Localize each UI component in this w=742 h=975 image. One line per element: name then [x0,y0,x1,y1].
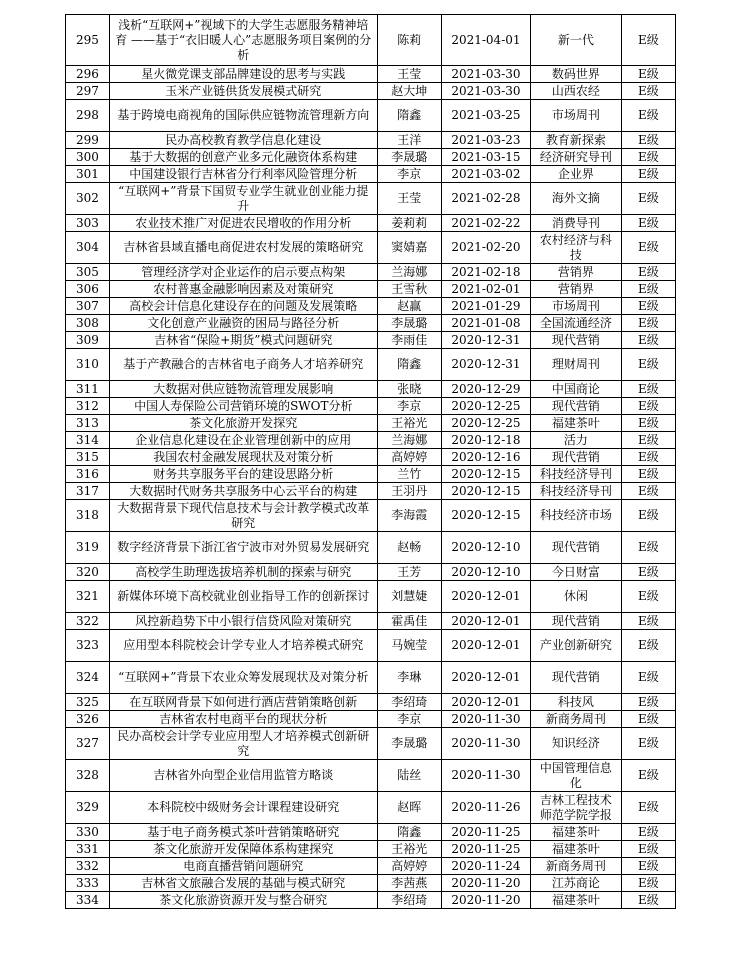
author-cell: 高婷婷 [377,449,441,466]
table-row [66,728,676,760]
paper-title-cell: 基于产教融合的吉林省电子商务人才培养研究 [109,349,377,381]
serial-number-cell: 310 [66,349,110,381]
table-row [66,466,676,483]
author-cell: 隋鑫 [377,100,441,132]
table-row [66,892,676,909]
table-row [66,694,676,711]
serial-number-cell: 297 [66,83,110,100]
publish-date-cell: 2020-12-01 [441,581,530,613]
table-row [66,132,676,149]
table-row [66,858,676,875]
publish-date-cell: 2021-03-30 [441,66,530,83]
grade-cell: E级 [621,760,675,792]
author-cell: 赵畅 [377,532,441,564]
publish-date-cell: 2020-11-20 [441,875,530,892]
journal-cell: 休闲 [530,581,621,613]
paper-title-cell: 文化创意产业融资的困局与路径分析 [109,315,377,332]
journal-cell: 新商务周刊 [530,858,621,875]
publish-date-cell: 2021-03-15 [441,149,530,166]
serial-number-cell: 331 [66,841,110,858]
paper-title-cell: 大数据对供应链物流管理发展影响 [109,381,377,398]
serial-number-cell: 308 [66,315,110,332]
serial-number-cell: 311 [66,381,110,398]
serial-number-cell: 323 [66,630,110,662]
author-cell: 兰海娜 [377,264,441,281]
serial-number-cell: 319 [66,532,110,564]
journal-cell: 现代营销 [530,613,621,630]
publish-date-cell: 2021-03-02 [441,166,530,183]
author-cell: 赵赢 [377,298,441,315]
paper-title-cell: 星火微党课支部品牌建设的思考与实践 [109,66,377,83]
publish-date-cell: 2020-11-25 [441,824,530,841]
grade-cell: E级 [621,662,675,694]
grade-cell: E级 [621,298,675,315]
paper-title-cell: 茶文化旅游资源开发与整合研究 [109,892,377,909]
journal-cell: 科技经济导刊 [530,466,621,483]
table-row [66,532,676,564]
table-row [66,149,676,166]
journal-cell: 企业界 [530,166,621,183]
author-cell: 隋鑫 [377,824,441,841]
journal-cell: 产业创新研究 [530,630,621,662]
grade-cell: E级 [621,581,675,613]
paper-title-cell: 基于大数据的创意产业多元化融资体系构建 [109,149,377,166]
publish-date-cell: 2020-11-25 [441,841,530,858]
serial-number-cell: 295 [66,15,110,66]
paper-title-cell: 浅析“互联网+”视域下的大学生志愿服务精神培育 ——基于“衣旧暖人心”志愿服务项目案例的分析 [109,15,377,66]
paper-title-cell: 茶文化旅游开发保障体系构建探究 [109,841,377,858]
publish-date-cell: 2020-12-10 [441,564,530,581]
serial-number-cell: 296 [66,66,110,83]
paper-title-cell: 应用型本科院校会计学专业人才培养模式研究 [109,630,377,662]
author-cell: 李晟璐 [377,149,441,166]
serial-number-cell: 329 [66,792,110,824]
serial-number-cell: 332 [66,858,110,875]
paper-title-cell: 大数据时代财务共享服务中心云平台的构建 [109,483,377,500]
publish-date-cell: 2020-12-01 [441,662,530,694]
journal-cell: 市场周刊 [530,100,621,132]
serial-number-cell: 327 [66,728,110,760]
paper-title-cell: 财务共享服务平台的建设思路分析 [109,466,377,483]
journal-cell: 中国管理信息化 [530,760,621,792]
serial-number-cell: 309 [66,332,110,349]
paper-list-table [65,14,676,909]
grade-cell: E级 [621,792,675,824]
serial-number-cell: 318 [66,500,110,532]
serial-number-cell: 299 [66,132,110,149]
author-cell: 兰海娜 [377,432,441,449]
publish-date-cell: 2021-02-28 [441,183,530,215]
grade-cell: E级 [621,215,675,232]
paper-title-cell: 吉林省文旅融合发展的基础与模式研究 [109,875,377,892]
journal-cell: 经济研究导刊 [530,149,621,166]
paper-title-cell: 新媒体环境下高校就业创业指导工作的创新探讨 [109,581,377,613]
grade-cell: E级 [621,149,675,166]
author-cell: 王羽丹 [377,483,441,500]
journal-cell: 知识经济 [530,728,621,760]
serial-number-cell: 301 [66,166,110,183]
journal-cell: 全国流通经济 [530,315,621,332]
publish-date-cell: 2020-11-24 [441,858,530,875]
author-cell: 赵大坤 [377,83,441,100]
author-cell: 李茜燕 [377,875,441,892]
author-cell: 陆丝 [377,760,441,792]
grade-cell: E级 [621,613,675,630]
journal-cell: 营销界 [530,264,621,281]
paper-title-cell: 数字经济背景下浙江省宁波市对外贸易发展研究 [109,532,377,564]
journal-cell: 科技风 [530,694,621,711]
publish-date-cell: 2020-12-01 [441,613,530,630]
grade-cell: E级 [621,264,675,281]
paper-title-cell: 吉林省外向型企业信用监管方略谈 [109,760,377,792]
paper-title-cell: 中国建设银行吉林省分行利率风险管理分析 [109,166,377,183]
publish-date-cell: 2021-04-01 [441,15,530,66]
serial-number-cell: 317 [66,483,110,500]
grade-cell: E级 [621,500,675,532]
journal-cell: 教育新探索 [530,132,621,149]
serial-number-cell: 305 [66,264,110,281]
table-row [66,349,676,381]
author-cell: 兰竹 [377,466,441,483]
author-cell: 窦婧嘉 [377,232,441,264]
serial-number-cell: 298 [66,100,110,132]
journal-cell: 新一代 [530,15,621,66]
author-cell: 李京 [377,398,441,415]
journal-cell: 市场周刊 [530,298,621,315]
table-row [66,824,676,841]
table-row [66,875,676,892]
paper-title-cell: “互联网+”背景下农业众筹发展现状及对策分析 [109,662,377,694]
grade-cell: E级 [621,166,675,183]
grade-cell: E级 [621,132,675,149]
journal-cell: 理财周刊 [530,349,621,381]
table-row [66,183,676,215]
serial-number-cell: 314 [66,432,110,449]
publish-date-cell: 2020-11-20 [441,892,530,909]
publish-date-cell: 2021-03-30 [441,83,530,100]
serial-number-cell: 322 [66,613,110,630]
table-row [66,215,676,232]
paper-title-cell: 农业技术推广对促进农民增收的作用分析 [109,215,377,232]
table-row [66,581,676,613]
author-cell: 陈莉 [377,15,441,66]
publish-date-cell: 2020-12-31 [441,349,530,381]
grade-cell: E级 [621,432,675,449]
publish-date-cell: 2020-12-15 [441,483,530,500]
serial-number-cell: 304 [66,232,110,264]
journal-cell: 山西农经 [530,83,621,100]
serial-number-cell: 320 [66,564,110,581]
paper-title-cell: 高校学生助理选拔培养机制的探索与研究 [109,564,377,581]
table-row [66,432,676,449]
author-cell: 李雨佳 [377,332,441,349]
grade-cell: E级 [621,630,675,662]
author-cell: 李晟璐 [377,315,441,332]
publish-date-cell: 2021-02-22 [441,215,530,232]
author-cell: 马婉莹 [377,630,441,662]
grade-cell: E级 [621,415,675,432]
table-row [66,83,676,100]
publish-date-cell: 2020-12-18 [441,432,530,449]
table-row [66,381,676,398]
journal-cell: 现代营销 [530,398,621,415]
journal-cell: 吉林工程技术师范学院学报 [530,792,621,824]
paper-title-cell: 民办高校会计学专业应用型人才培养模式创新研究 [109,728,377,760]
table-row [66,711,676,728]
author-cell: 王芳 [377,564,441,581]
journal-cell: 农村经济与科技 [530,232,621,264]
author-cell: 王莹 [377,66,441,83]
journal-cell: 福建茶叶 [530,824,621,841]
serial-number-cell: 313 [66,415,110,432]
author-cell: 赵晖 [377,792,441,824]
grade-cell: E级 [621,15,675,66]
journal-cell: 海外文摘 [530,183,621,215]
publish-date-cell: 2020-11-30 [441,711,530,728]
paper-title-cell: 基于电子商务模式茶叶营销策略研究 [109,824,377,841]
paper-title-cell: 我国农村金融发展现状及对策分析 [109,449,377,466]
grade-cell: E级 [621,694,675,711]
grade-cell: E级 [621,824,675,841]
table-row [66,15,676,66]
paper-title-cell: 电商直播营销问题研究 [109,858,377,875]
table-row [66,760,676,792]
table-row [66,332,676,349]
author-cell: 王洋 [377,132,441,149]
author-cell: 李海霞 [377,500,441,532]
publish-date-cell: 2020-11-30 [441,728,530,760]
grade-cell: E级 [621,858,675,875]
serial-number-cell: 326 [66,711,110,728]
paper-title-cell: 基于跨境电商视角的国际供应链物流管理新方向 [109,100,377,132]
publish-date-cell: 2020-12-29 [441,381,530,398]
journal-cell: 科技经济市场 [530,500,621,532]
grade-cell: E级 [621,875,675,892]
serial-number-cell: 324 [66,662,110,694]
journal-cell: 福建茶叶 [530,841,621,858]
serial-number-cell: 315 [66,449,110,466]
serial-number-cell: 307 [66,298,110,315]
journal-cell: 消费导刊 [530,215,621,232]
publish-date-cell: 2021-01-29 [441,298,530,315]
grade-cell: E级 [621,232,675,264]
author-cell: 刘慧婕 [377,581,441,613]
paper-title-cell: 农村普惠金融影响因素及对策研究 [109,281,377,298]
grade-cell: E级 [621,183,675,215]
journal-cell: 江苏商论 [530,875,621,892]
paper-title-cell: 大数据背景下现代信息技术与会计教学模式改革研究 [109,500,377,532]
journal-cell: 中国商论 [530,381,621,398]
serial-number-cell: 316 [66,466,110,483]
table-row [66,564,676,581]
publish-date-cell: 2020-12-10 [441,532,530,564]
table-row [66,415,676,432]
paper-title-cell: 吉林省农村电商平台的现状分析 [109,711,377,728]
paper-title-cell: 民办高校教育教学信息化建设 [109,132,377,149]
author-cell: 李琳 [377,662,441,694]
grade-cell: E级 [621,711,675,728]
journal-cell: 新商务周刊 [530,711,621,728]
author-cell: 王裕光 [377,841,441,858]
table-row [66,281,676,298]
publish-date-cell: 2021-02-20 [441,232,530,264]
publish-date-cell: 2021-02-18 [441,264,530,281]
table-row [66,398,676,415]
table-row [66,792,676,824]
author-cell: 王莹 [377,183,441,215]
grade-cell: E级 [621,315,675,332]
paper-title-cell: 吉林省“保险+期货”模式问题研究 [109,332,377,349]
table-row [66,613,676,630]
grade-cell: E级 [621,483,675,500]
publish-date-cell: 2021-03-25 [441,100,530,132]
publish-date-cell: 2021-03-23 [441,132,530,149]
paper-title-cell: “互联网+”背景下国贸专业学生就业创业能力提升 [109,183,377,215]
grade-cell: E级 [621,892,675,909]
journal-cell: 活力 [530,432,621,449]
publish-date-cell: 2020-12-25 [441,415,530,432]
paper-title-cell: 企业信息化建设在企业管理创新中的应用 [109,432,377,449]
author-cell: 张晓 [377,381,441,398]
grade-cell: E级 [621,398,675,415]
publish-date-cell: 2020-11-30 [441,760,530,792]
table-row [66,483,676,500]
serial-number-cell: 306 [66,281,110,298]
publish-date-cell: 2020-12-15 [441,466,530,483]
publish-date-cell: 2020-12-01 [441,694,530,711]
author-cell: 王裕光 [377,415,441,432]
serial-number-cell: 321 [66,581,110,613]
table-row [66,232,676,264]
serial-number-cell: 334 [66,892,110,909]
grade-cell: E级 [621,728,675,760]
grade-cell: E级 [621,66,675,83]
author-cell: 李绍琦 [377,694,441,711]
author-cell: 隋鑫 [377,349,441,381]
journal-cell: 现代营销 [530,532,621,564]
grade-cell: E级 [621,449,675,466]
table-row [66,315,676,332]
grade-cell: E级 [621,564,675,581]
paper-title-cell: 中国人寿保险公司营销环境的SWOT分析 [109,398,377,415]
author-cell: 高婷婷 [377,858,441,875]
author-cell: 李绍琦 [377,892,441,909]
journal-cell: 福建茶叶 [530,892,621,909]
author-cell: 李京 [377,711,441,728]
table-row [66,264,676,281]
serial-number-cell: 303 [66,215,110,232]
table-row [66,500,676,532]
author-cell: 姜莉莉 [377,215,441,232]
publish-date-cell: 2020-12-16 [441,449,530,466]
document-page [65,14,676,909]
paper-title-cell: 在互联网背景下如何进行酒店营销策略创新 [109,694,377,711]
table-row [66,841,676,858]
publish-date-cell: 2021-01-08 [441,315,530,332]
paper-title-cell: 吉林省县域直播电商促进农村发展的策略研究 [109,232,377,264]
publish-date-cell: 2021-02-01 [441,281,530,298]
table-row [66,100,676,132]
grade-cell: E级 [621,349,675,381]
serial-number-cell: 300 [66,149,110,166]
grade-cell: E级 [621,381,675,398]
table-body [66,15,676,909]
publish-date-cell: 2020-12-15 [441,500,530,532]
paper-title-cell: 本科院校中级财务会计课程建设研究 [109,792,377,824]
grade-cell: E级 [621,332,675,349]
table-row [66,630,676,662]
paper-title-cell: 高校会计信息化建设存在的问题及发展策略 [109,298,377,315]
grade-cell: E级 [621,83,675,100]
journal-cell: 现代营销 [530,449,621,466]
journal-cell: 现代营销 [530,662,621,694]
serial-number-cell: 328 [66,760,110,792]
paper-title-cell: 茶文化旅游开发探究 [109,415,377,432]
grade-cell: E级 [621,100,675,132]
journal-cell: 现代营销 [530,332,621,349]
grade-cell: E级 [621,281,675,298]
journal-cell: 今日财富 [530,564,621,581]
journal-cell: 营销界 [530,281,621,298]
table-row [66,449,676,466]
journal-cell: 数码世界 [530,66,621,83]
author-cell: 王雪秋 [377,281,441,298]
table-row [66,166,676,183]
paper-title-cell: 玉米产业链供货发展模式研究 [109,83,377,100]
serial-number-cell: 325 [66,694,110,711]
table-row [66,662,676,694]
publish-date-cell: 2020-12-01 [441,630,530,662]
serial-number-cell: 312 [66,398,110,415]
table-row [66,298,676,315]
journal-cell: 福建茶叶 [530,415,621,432]
author-cell: 李晟璐 [377,728,441,760]
publish-date-cell: 2020-12-31 [441,332,530,349]
author-cell: 李京 [377,166,441,183]
serial-number-cell: 333 [66,875,110,892]
paper-title-cell: 管理经济学对企业运作的启示要点构架 [109,264,377,281]
grade-cell: E级 [621,532,675,564]
author-cell: 霍禹佳 [377,613,441,630]
paper-title-cell: 风控新趋势下中小银行信贷风险对策研究 [109,613,377,630]
publish-date-cell: 2020-11-26 [441,792,530,824]
publish-date-cell: 2020-12-25 [441,398,530,415]
serial-number-cell: 302 [66,183,110,215]
journal-cell: 科技经济导刊 [530,483,621,500]
grade-cell: E级 [621,466,675,483]
grade-cell: E级 [621,841,675,858]
serial-number-cell: 330 [66,824,110,841]
table-row [66,66,676,83]
